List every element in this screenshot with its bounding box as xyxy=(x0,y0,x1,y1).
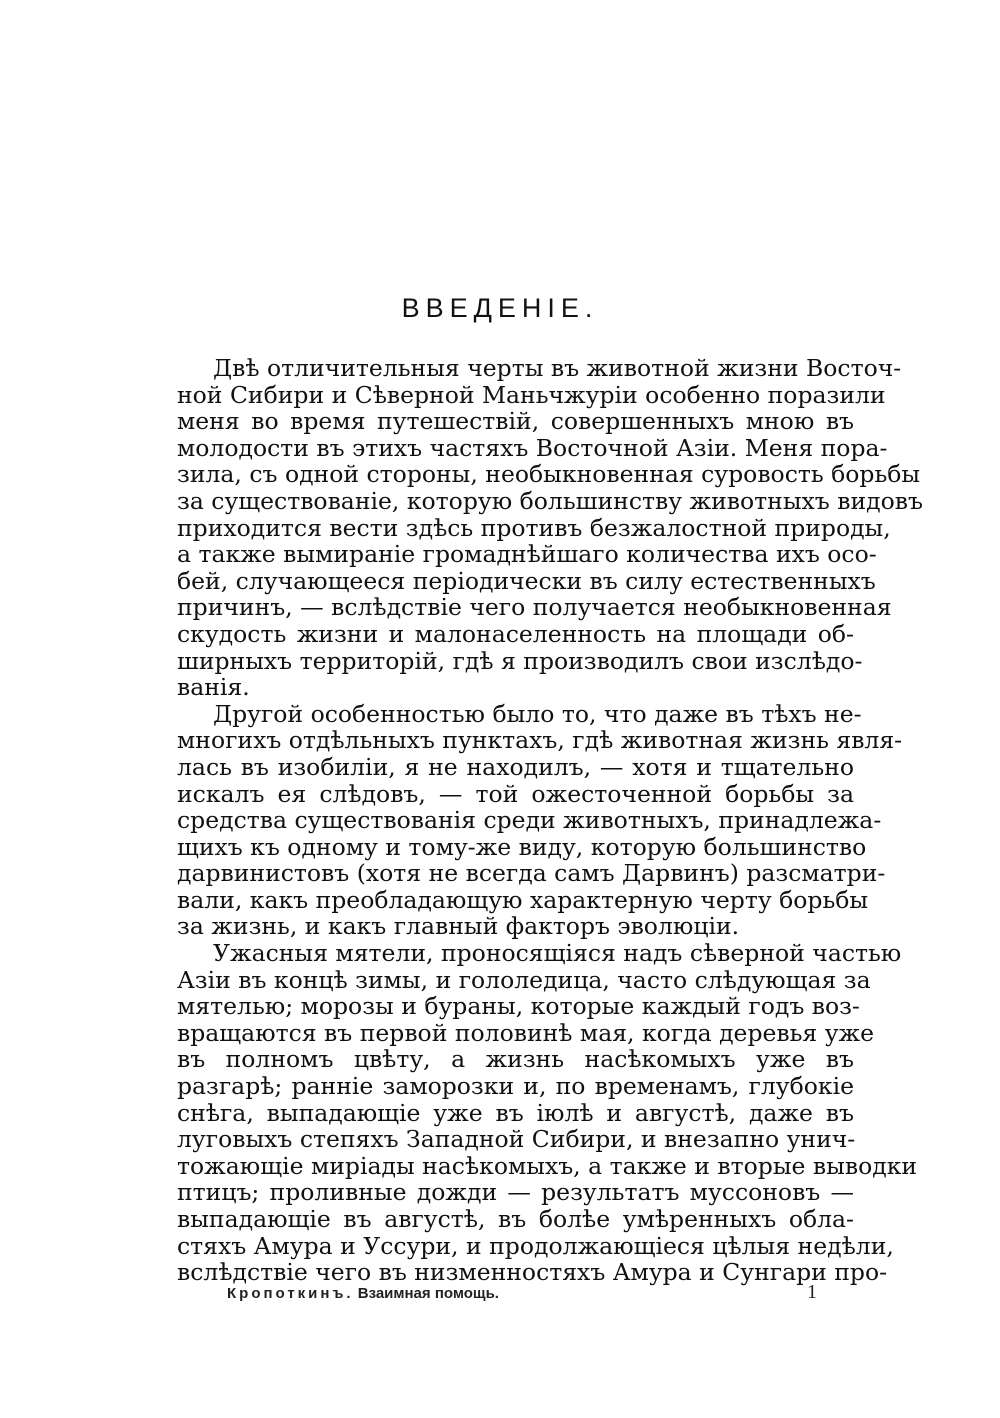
text-line: мятелью; морозы и бураны, которые каждый годъ воз- xyxy=(177,992,860,1021)
page-number: 1 xyxy=(807,1281,817,1303)
text-line: вслѣдствіе чего въ низменностяхъ Амура и Сунгари про- xyxy=(177,1258,888,1287)
text-line: причинъ, — вслѣдствіе чего получается необыкновенная xyxy=(177,593,892,622)
text-line: птицъ; проливные дожди — результатъ муссоновъ — xyxy=(177,1178,854,1207)
text-line: тожающіе миріады насѣкомыхъ, а также и вторые выводки xyxy=(177,1151,918,1180)
text-line: приходится вести здѣсь противъ безжалостной природы, xyxy=(177,513,891,542)
text-line: за существованіе, которую большинству животныхъ видовъ xyxy=(177,486,923,515)
text-line: Двѣ отличительныя черты въ животной жизни Восточ- xyxy=(213,354,902,382)
text-line: меня во время путешествій, совершенныхъ мною въ xyxy=(177,407,854,436)
text-line: скудость жизни и малонаселенность на площади об- xyxy=(177,619,854,648)
text-line: Ужасныя мятели, проносящіяся надъ сѣверной частью xyxy=(213,939,902,968)
text-line: стяхъ Амура и Уссури, и продолжающіеся цѣлыя недѣли, xyxy=(177,1231,894,1260)
text-line: лась въ изобиліи, я не находилъ, — хотя и тщательно xyxy=(177,752,854,781)
text-line: ванія. xyxy=(177,673,250,702)
page-title: ВВЕДЕНІЕ. xyxy=(401,293,599,323)
text-line: искалъ ея слѣдовъ, — той ожесточенной борьбы за xyxy=(177,779,854,808)
text-line: средства существованія среди животныхъ, принадлежа- xyxy=(177,806,882,835)
text-line: Другой особенностью было то, что даже въ тѣхъ не- xyxy=(213,699,862,728)
body-text xyxy=(177,354,923,1287)
text-line: зила, съ одной стороны, необыкновенная суровость борьбы xyxy=(177,460,921,489)
text-line: ширныхъ территорій, гдѣ я производилъ свои изслѣдо- xyxy=(177,646,863,675)
text-line: разгарѣ; ранніе заморозки и, по временамъ, глубокіе xyxy=(177,1072,854,1101)
text-line: ной Сибири и Сѣверной Маньчжуріи особенно поразили xyxy=(177,380,886,409)
text-line: за жизнь, и какъ главный факторъ эволюціи. xyxy=(177,912,740,941)
paragraph-2 xyxy=(177,699,903,941)
text-line: вали, какъ преобладающую характерную черту борьбы xyxy=(177,885,869,914)
footer-book-title: Взаимная помощь. xyxy=(357,1285,499,1302)
paragraph-1 xyxy=(177,354,923,702)
text-line: бей, случающееся періодически въ силу естественныхъ xyxy=(177,566,876,595)
text-line: въ полномъ цвѣту, а жизнь насѣкомыхъ уже въ xyxy=(177,1045,854,1074)
paragraph-3 xyxy=(177,939,918,1287)
page-footer xyxy=(227,1281,817,1303)
text-line: Азіи въ концѣ зимы, и гололедица, часто слѣдующая за xyxy=(177,965,871,994)
text-line: выпадающіе въ августѣ, въ болѣе умѣренныхъ обла- xyxy=(177,1205,854,1233)
text-line: щихъ къ одному и тому-же виду, которую большинство xyxy=(177,832,867,861)
text-line: дарвинистовъ (хотя не всегда самъ Дарвинъ) разсматри- xyxy=(177,859,886,888)
text-line: луговыхъ степяхъ Западной Сибири, и внезапно унич- xyxy=(177,1125,856,1154)
text-line: вращаются въ первой половинѣ мая, когда деревья уже xyxy=(177,1018,875,1047)
text-line: снѣга, выпадающіе уже въ іюлѣ и августѣ, даже въ xyxy=(177,1098,854,1127)
footer-author: Кропоткинъ. xyxy=(227,1285,354,1302)
text-line: молодости въ этихъ частяхъ Восточной Азіи. Меня пора- xyxy=(177,433,888,462)
text-line: многихъ отдѣльныхъ пунктахъ, гдѣ животная жизнь явля- xyxy=(177,726,903,755)
text-line: а также вымираніе громаднѣйшаго количества ихъ осо- xyxy=(177,540,877,569)
